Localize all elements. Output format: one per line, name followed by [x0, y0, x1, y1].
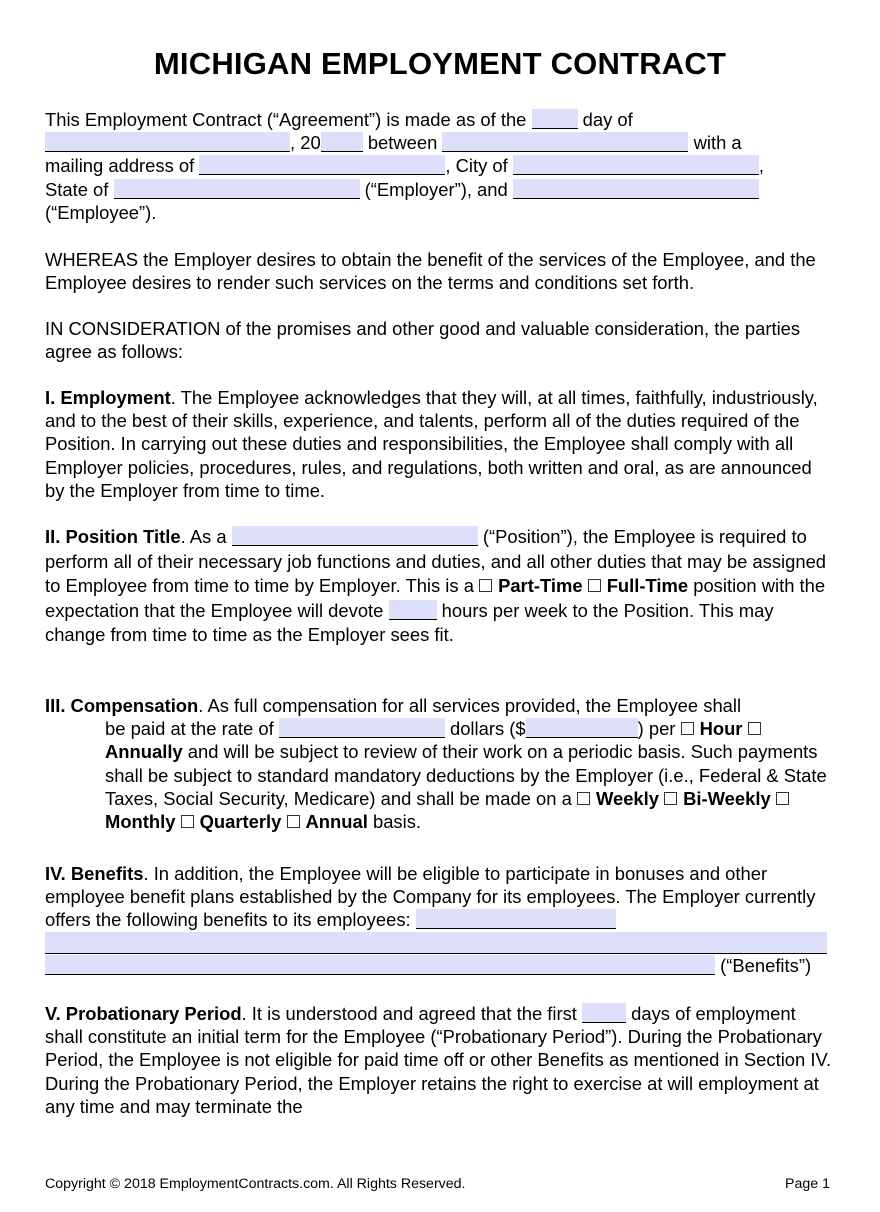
page-number: Page 1 [785, 1176, 830, 1192]
intro-text: This Employment Contract (“Agreement”) is made as of the [45, 109, 527, 130]
section-text: . It is understood and agreed that the first [241, 1003, 577, 1024]
monthly-label: Monthly [105, 811, 176, 833]
state-field[interactable] [114, 179, 360, 199]
part-time-checkbox[interactable] [479, 579, 492, 592]
biweekly-label: Bi-Weekly [683, 787, 771, 809]
intro-text: , 20 [290, 132, 321, 154]
page-title: MICHIGAN EMPLOYMENT CONTRACT [153, 46, 727, 81]
section-heading: I. Employment [45, 387, 171, 408]
employee-name-field[interactable] [513, 179, 759, 199]
rate-amount-field[interactable] [526, 718, 638, 738]
position-title-field[interactable] [232, 526, 478, 546]
intro-text: , [758, 155, 764, 177]
benefits-field-2[interactable] [45, 932, 827, 954]
employer-name-field[interactable] [442, 132, 688, 152]
section-compensation [45, 694, 835, 833]
intro-paragraph [45, 108, 835, 224]
section-text: . As a [180, 526, 227, 547]
biweekly-checkbox[interactable] [664, 792, 677, 805]
section-text: ) per [637, 718, 676, 740]
section-employment [45, 386, 835, 502]
section-text: be paid at the rate of [105, 718, 274, 740]
section-text: (“Benefits”) [720, 954, 812, 976]
weekly-label: Weekly [595, 787, 660, 809]
day-field[interactable] [532, 109, 578, 129]
intro-text: , City of [445, 155, 508, 177]
part-time-label: Part-Time [498, 575, 583, 597]
section-text: position with the expectation that the Employee will devote [45, 575, 826, 621]
section-position [45, 525, 835, 648]
hours-per-week-field[interactable] [389, 600, 437, 620]
quarterly-checkbox[interactable] [181, 815, 194, 828]
intro-text: day of [582, 109, 633, 130]
consideration-text: IN CONSIDERATION of the promises and other good and valuable consideration, the parties agree as follows: [45, 318, 801, 363]
section-text: days of employment shall constitute an initial term for the Employee (“Probationary Period”). During the Probationary Period, the Employee is not eligible for paid time off or other Benefits as mentioned in Section IV. During the Probationary Period, the Employer retains the right to exercise at will employment at any time and may terminate the [45, 1003, 832, 1117]
section-text: hours per week to the Position. This may change from time to time as the Employer sees fit. [45, 599, 774, 646]
intro-text: with a [693, 132, 742, 154]
section-text: . As full compensation for all services provided, the Employee shall [198, 695, 742, 716]
year-field[interactable] [321, 132, 363, 152]
section-text: dollars ($ [449, 718, 526, 740]
full-time-checkbox[interactable] [588, 579, 601, 592]
city-field[interactable] [513, 155, 759, 175]
section-heading: IV. Benefits [45, 863, 144, 884]
monthly-checkbox[interactable] [776, 792, 789, 805]
quarterly-label: Quarterly [199, 811, 282, 833]
annually-label: Annually [105, 741, 183, 763]
annual-label: Annual [305, 811, 368, 833]
section-heading: V. Probationary Period [45, 1003, 242, 1024]
section-probation [45, 1002, 835, 1118]
probation-days-field[interactable] [582, 1003, 626, 1023]
rate-words-field[interactable] [279, 718, 445, 738]
intro-text: (“Employer”), and [364, 178, 508, 200]
annually-checkbox[interactable] [748, 722, 761, 735]
consideration-paragraph [45, 317, 835, 363]
benefits-field-1[interactable] [416, 909, 616, 929]
section-benefits [45, 862, 835, 977]
whereas-text: WHEREAS the Employer desires to obtain the benefit of the services of the Employee, and the Employee desires to render such services on the terms and conditions set forth. [45, 249, 816, 294]
section-text: . The Employee acknowledges that they will, at all times, faithfully, industriously, and to the best of their skills, experience, and talents, perform all of the duties required of the Position. In carrying out these duties and responsibilities, the Employee shall comply with all Employer policies, procedures, rules, and regulations, both written and oral, as are announced by the Employer from time to time. [45, 387, 818, 501]
annual-checkbox[interactable] [287, 815, 300, 828]
section-heading: III. Compensation [45, 695, 199, 716]
full-time-label: Full-Time [606, 575, 689, 597]
mailing-address-field[interactable] [199, 155, 445, 175]
intro-text: mailing address of [45, 155, 195, 177]
page-footer [45, 1176, 830, 1192]
hour-label: Hour [699, 718, 743, 740]
hour-checkbox[interactable] [681, 722, 694, 735]
section-text: (“Position”), the Employee is required to perform all of their necessary job functions and duties, and all other duties that may be assigned to Employee from time to time by Employer. This is a [45, 526, 827, 597]
weekly-checkbox[interactable] [577, 792, 590, 805]
copyright-text: Copyright © 2018 EmploymentContracts.com. All Rights Reserved. [45, 1176, 466, 1192]
month-field[interactable] [45, 132, 290, 152]
section-text: and will be subject to review of their work on a periodic basis. Such payments shall be subject to standard mandatory deductions by the Employer (i.e., Federal & State Taxes, Social Security, Medicare) and shall be made on a [105, 741, 827, 809]
section-heading: II. Position Title [45, 526, 181, 547]
intro-text: between [367, 132, 438, 154]
intro-text: State of [45, 178, 109, 200]
intro-text: (“Employee”). [45, 201, 157, 223]
section-text: basis. [372, 811, 422, 833]
section-text: . In addition, the Employee will be eligible to participate in bonuses and other employee benefit plans established by the Company for its employees. The Employer currently offers the following benefits to its employees: [45, 863, 816, 931]
whereas-paragraph [45, 248, 835, 294]
benefits-field-3[interactable] [45, 955, 715, 975]
